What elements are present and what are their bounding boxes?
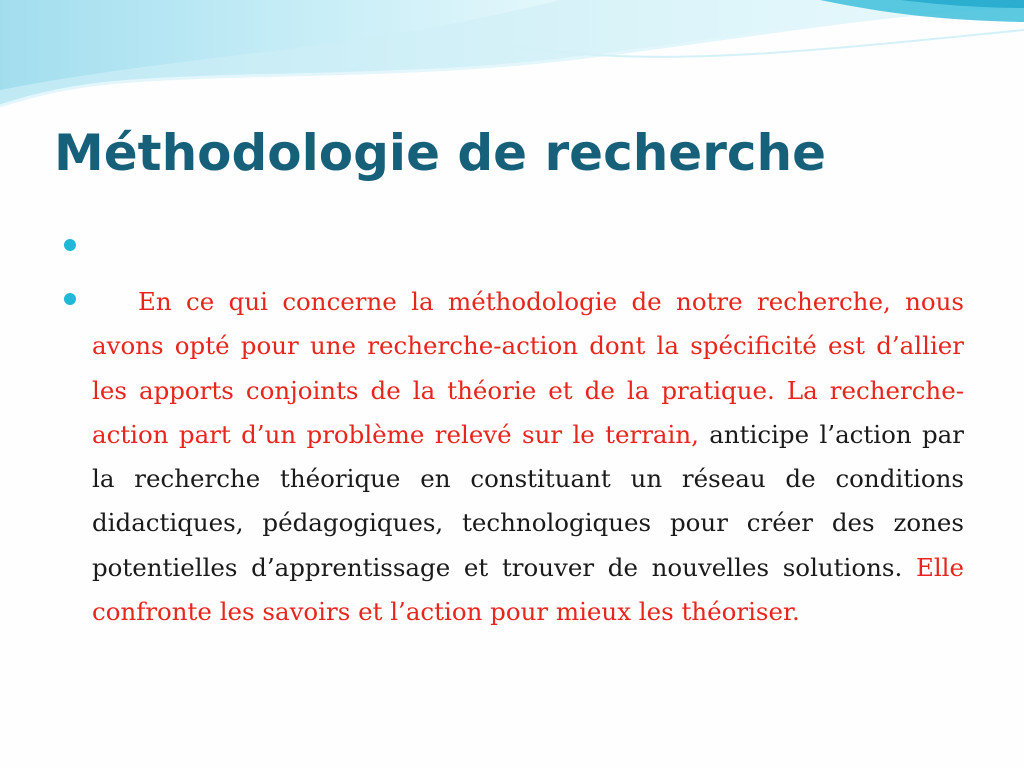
slide-title: Méthodologie de recherche (54, 124, 827, 182)
body-paragraph (92, 280, 964, 634)
body-segment-red-closing: Elle confronte les savoirs et l’action pour mieux les théoriser. (92, 552, 964, 627)
body-segment-red: En ce qui concerne la méthodologie de notre recherche, nous avons opté pour une recherche-action dont la spécificité est d’allier les apports conjoints de la théorie et de la pratique. La recherche-action part d’un problème relevé sur le terrain, (92, 287, 964, 449)
bullet-icon (64, 293, 76, 305)
header-wave-decoration (0, 0, 1024, 120)
bullet-icon (64, 239, 76, 251)
body-segment-black: anticipe l’action par la recherche théorique en constituant un réseau de conditions didactiques, pédagogiques, technologiques pour créer des zones potentielles d’apprentissage et trouver de nouvelles solutions. (92, 419, 964, 582)
